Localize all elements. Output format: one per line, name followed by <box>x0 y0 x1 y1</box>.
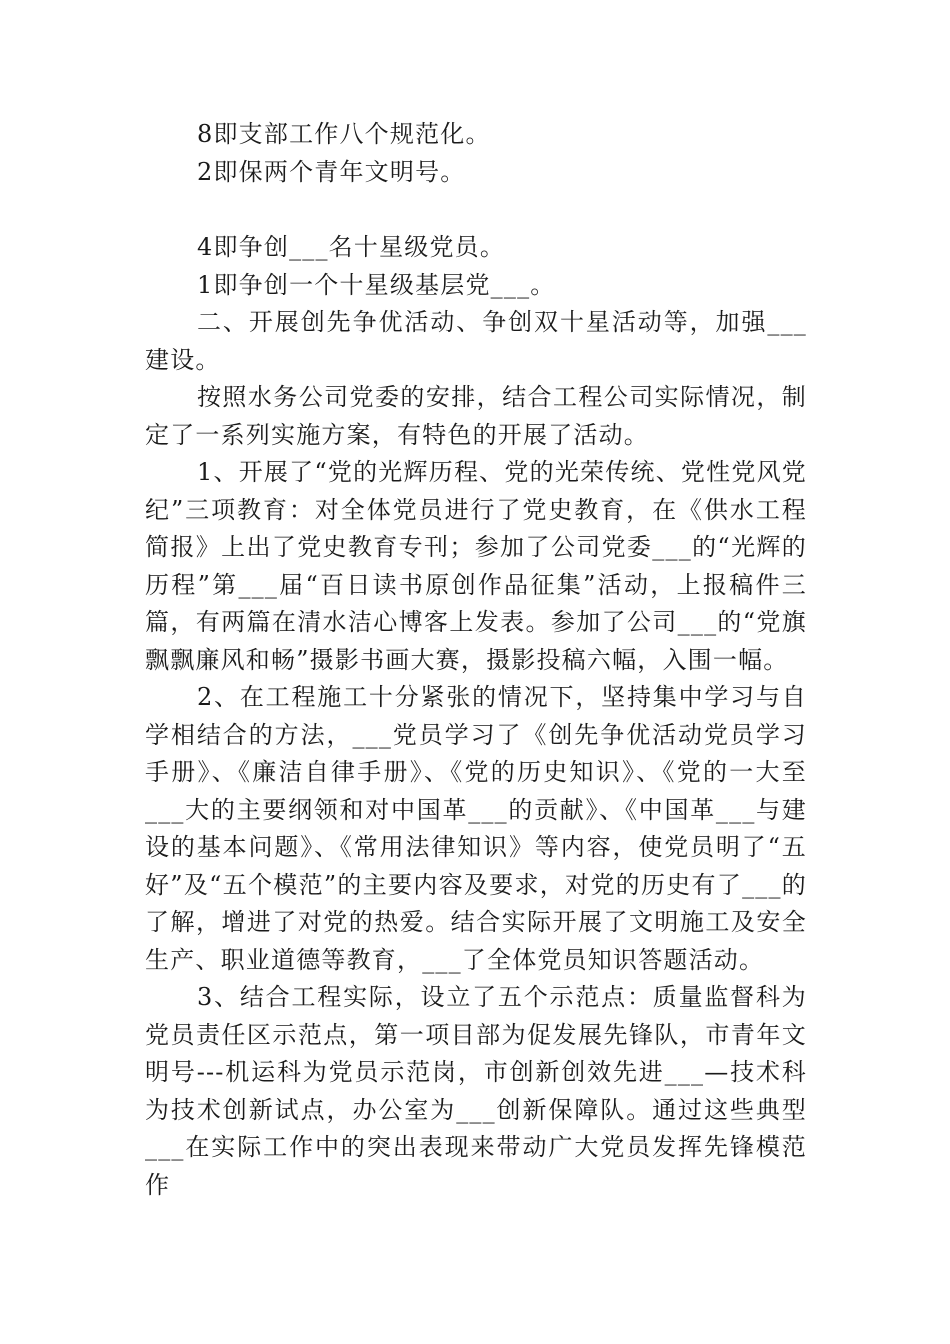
paragraph: 2即保两个青年文明号。 <box>197 157 466 186</box>
paragraph: 3、结合工程实际，设立了五个示范点：质量监督科为党员责任区示范点，第一项目部为促发展先锋队，市青年文明号---机运科为党员示范岗，市创新创效先进___—技术科为技术创新试点，办公室为___创新保障队。通过这些典型___在实际工作中的突出表现来带动广大党员发挥先锋模范作 <box>145 983 807 1199</box>
paragraph: 4即争创___名十星级党员。 <box>197 233 506 261</box>
paragraph: 1、开展了“党的光辉历程、党的光荣传统、党性党风党纪”三项教育：对全体党员进行了党史教育，在《供水工程简报》上出了党史教育专刊；参加了公司党委___的“光辉的历程”第___届“百日读书原创作品征集”活动，上报稿件三篇，有两篇在清水洁心博客上发表。参加了公司___的“党旗飘飘廉风和畅”摄影书画大赛，摄影投稿六幅，入围一幅。 <box>145 458 807 674</box>
paragraph: 2、在工程施工十分紧张的情况下，坚持集中学习与自学相结合的方法，___党员学习了《创先争优活动党员学习手册》、《廉洁自律手册》、《党的历史知识》、《党的一大至___大的主要纲领和对中国革___的贡献》、《中国革___与建设的基本问题》、《常用法律知识》等内容，使党员明了“五好”及“五个模范”的主要内容及要求，对党的历史有了___的了解，增进了对党的热爱。结合实际开展了文明施工及安全生产、职业道德等教育，___了全体党员知识答题活动。 <box>145 683 807 974</box>
paragraph-gap <box>145 191 807 229</box>
paragraph: 按照水务公司党委的安排，结合工程公司实际情况，制定了一系列实施方案，有特色的开展了活动。 <box>145 383 807 449</box>
section-heading: 二、开展创先争优活动、争创双十星活动等，加强___建设。 <box>145 308 807 374</box>
paragraph: 8即支部工作八个规范化。 <box>197 120 491 148</box>
paragraph: 1即争创一个十星级基层党___。 <box>197 270 556 299</box>
document-body <box>145 116 807 1204</box>
